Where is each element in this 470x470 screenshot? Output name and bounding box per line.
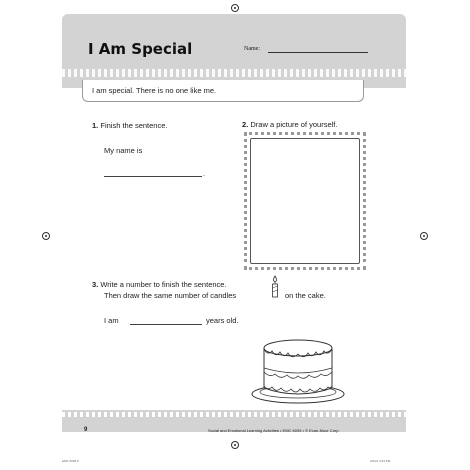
footer-credit: Social and Emotional Learning Activities • EMC 6095 • © Evan-Moor Corp.: [208, 428, 340, 433]
registration-mark-icon: [420, 232, 428, 240]
cake-illustration: [248, 334, 348, 406]
print-slug-left: EMC 6095 9: [62, 459, 79, 463]
question-prompt: Finish the sentence.: [100, 121, 168, 130]
page-title: I Am Special: [88, 40, 193, 58]
footer-perforation: [62, 412, 406, 417]
candle-icon: [270, 275, 280, 299]
registration-mark-icon: [42, 232, 50, 240]
drawing-area[interactable]: [250, 138, 360, 264]
question-number: 1.: [92, 121, 99, 130]
name-label: Name:: [244, 46, 260, 52]
question-1: [92, 121, 167, 130]
question-prompt: Write a number to finish the sentence.: [100, 280, 227, 289]
age-answer-line[interactable]: [130, 324, 202, 325]
age-sentence-end: years old.: [206, 316, 239, 325]
page-number: 9: [84, 427, 88, 433]
question-prompt: Draw a picture of yourself.: [250, 120, 338, 129]
sentence-start: My name is: [104, 146, 143, 155]
name-answer-line[interactable]: [104, 176, 202, 177]
question-number: 3.: [92, 280, 99, 289]
sentence-end: .: [203, 169, 206, 178]
question-3-line-1: [92, 280, 227, 289]
question-3-line-2: [104, 291, 236, 300]
registration-mark-icon: [231, 4, 239, 12]
registration-mark-icon: [231, 441, 239, 449]
header-perforation: [62, 69, 406, 77]
name-field-line[interactable]: [268, 52, 368, 53]
prompt-start: Then draw the same number of candles: [104, 291, 237, 300]
question-2: [242, 120, 337, 129]
print-slug-right: 3/4/21 3:54 PM: [370, 459, 391, 463]
age-sentence-start: I am: [104, 316, 119, 325]
intro-text: I am special. There is no one like me.: [92, 86, 217, 95]
question-number: 2.: [242, 120, 249, 129]
prompt-end: on the cake.: [285, 291, 326, 300]
